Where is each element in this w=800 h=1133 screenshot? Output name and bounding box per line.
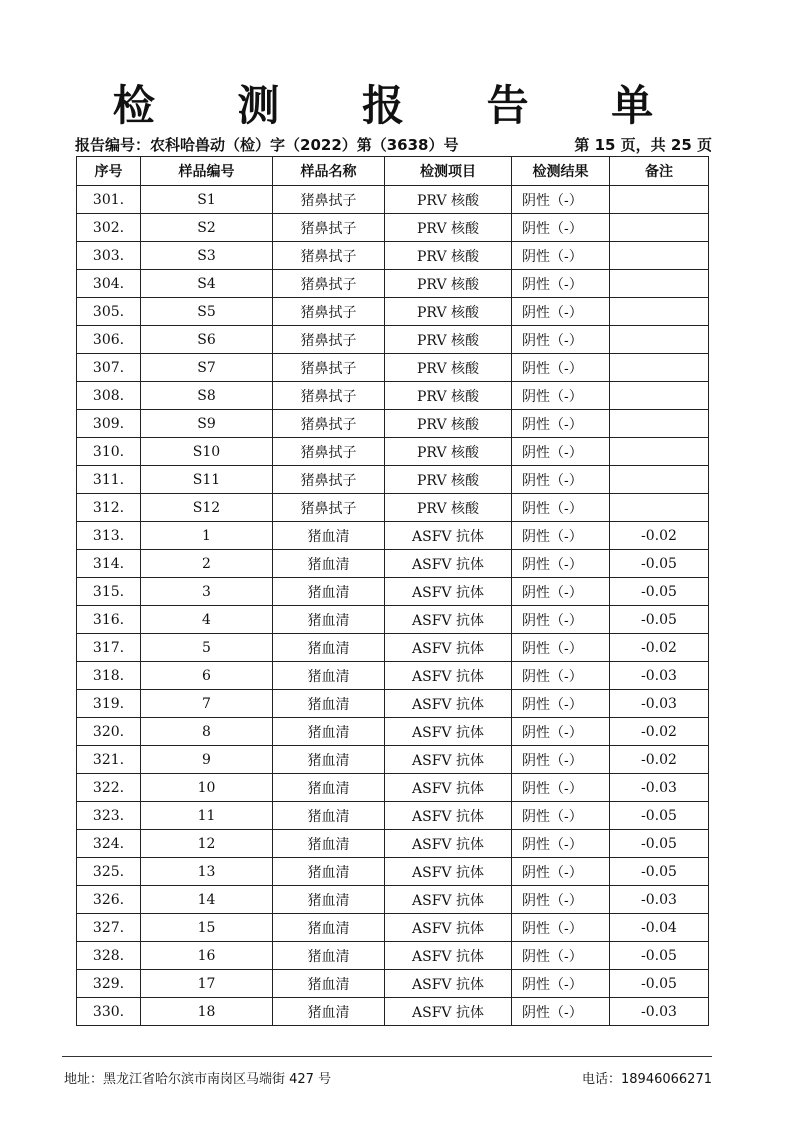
table-row [77, 690, 709, 718]
cell-sample-name: 猪鼻拭子 [273, 466, 385, 494]
cell-remark: -0.05 [610, 606, 709, 634]
cell-seq: 324. [77, 830, 141, 858]
cell-remark: -0.02 [610, 746, 709, 774]
cell-sample-id: S8 [141, 382, 273, 410]
header-seq: 序号 [77, 157, 141, 186]
cell-result: 阴性（-） [512, 326, 610, 354]
cell-test-item: PRV 核酸 [385, 186, 512, 214]
cell-seq: 310. [77, 438, 141, 466]
table-body [77, 186, 709, 1026]
cell-remark: -0.05 [610, 550, 709, 578]
cell-remark [610, 298, 709, 326]
cell-seq: 326. [77, 886, 141, 914]
table-row [77, 970, 709, 998]
cell-sample-name: 猪鼻拭子 [273, 242, 385, 270]
cell-test-item: ASFV 抗体 [385, 718, 512, 746]
cell-seq: 323. [77, 802, 141, 830]
cell-result: 阴性（-） [512, 774, 610, 802]
cell-sample-name: 猪血清 [273, 662, 385, 690]
cell-sample-name: 猪血清 [273, 858, 385, 886]
cell-sample-id: S3 [141, 242, 273, 270]
cell-result: 阴性（-） [512, 214, 610, 242]
cell-sample-name: 猪血清 [273, 606, 385, 634]
cell-sample-name: 猪鼻拭子 [273, 326, 385, 354]
cell-test-item: ASFV 抗体 [385, 662, 512, 690]
cell-remark: -0.05 [610, 858, 709, 886]
table-row [77, 662, 709, 690]
footer-address: 地址：黑龙江省哈尔滨市南岗区马端街 427 号 [64, 1072, 332, 1087]
cell-sample-name: 猪血清 [273, 914, 385, 942]
cell-seq: 314. [77, 550, 141, 578]
cell-sample-id: S6 [141, 326, 273, 354]
cell-sample-id: 16 [141, 942, 273, 970]
cell-sample-id: S7 [141, 354, 273, 382]
cell-seq: 307. [77, 354, 141, 382]
table-row [77, 886, 709, 914]
cell-result: 阴性（-） [512, 718, 610, 746]
cell-test-item: ASFV 抗体 [385, 886, 512, 914]
cell-sample-id: 17 [141, 970, 273, 998]
cell-test-item: PRV 核酸 [385, 410, 512, 438]
cell-test-item: PRV 核酸 [385, 270, 512, 298]
cell-sample-name: 猪血清 [273, 942, 385, 970]
cell-seq: 328. [77, 942, 141, 970]
header-sample-name: 样品名称 [273, 157, 385, 186]
cell-remark [610, 382, 709, 410]
cell-result: 阴性（-） [512, 186, 610, 214]
cell-remark: -0.03 [610, 690, 709, 718]
cell-sample-id: 14 [141, 886, 273, 914]
cell-test-item: PRV 核酸 [385, 214, 512, 242]
cell-remark [610, 186, 709, 214]
cell-test-item: ASFV 抗体 [385, 550, 512, 578]
cell-sample-name: 猪血清 [273, 718, 385, 746]
cell-seq: 313. [77, 522, 141, 550]
cell-remark: -0.05 [610, 942, 709, 970]
table-row [77, 354, 709, 382]
table-row [77, 634, 709, 662]
cell-result: 阴性（-） [512, 998, 610, 1026]
header-sample-id: 样品编号 [141, 157, 273, 186]
cell-remark [610, 494, 709, 522]
cell-seq: 311. [77, 466, 141, 494]
cell-sample-id: 11 [141, 802, 273, 830]
cell-result: 阴性（-） [512, 494, 610, 522]
cell-seq: 302. [77, 214, 141, 242]
cell-test-item: PRV 核酸 [385, 354, 512, 382]
cell-sample-id: 6 [141, 662, 273, 690]
cell-seq: 301. [77, 186, 141, 214]
table-row [77, 774, 709, 802]
cell-remark: -0.03 [610, 662, 709, 690]
cell-seq: 303. [77, 242, 141, 270]
cell-seq: 317. [77, 634, 141, 662]
table-row [77, 858, 709, 886]
cell-sample-id: S12 [141, 494, 273, 522]
cell-remark [610, 326, 709, 354]
cell-result: 阴性（-） [512, 242, 610, 270]
cell-remark [610, 214, 709, 242]
table-row [77, 410, 709, 438]
cell-sample-id: 18 [141, 998, 273, 1026]
cell-test-item: ASFV 抗体 [385, 970, 512, 998]
cell-test-item: ASFV 抗体 [385, 830, 512, 858]
cell-result: 阴性（-） [512, 410, 610, 438]
cell-sample-id: 8 [141, 718, 273, 746]
footer-divider [62, 1056, 712, 1057]
cell-seq: 305. [77, 298, 141, 326]
cell-sample-name: 猪血清 [273, 998, 385, 1026]
cell-test-item: PRV 核酸 [385, 298, 512, 326]
cell-result: 阴性（-） [512, 606, 610, 634]
cell-sample-id: S10 [141, 438, 273, 466]
results-table [76, 156, 709, 1026]
cell-remark: -0.05 [610, 578, 709, 606]
table-row [77, 522, 709, 550]
cell-sample-id: S11 [141, 466, 273, 494]
cell-seq: 325. [77, 858, 141, 886]
cell-seq: 318. [77, 662, 141, 690]
cell-result: 阴性（-） [512, 830, 610, 858]
cell-seq: 327. [77, 914, 141, 942]
table-row [77, 830, 709, 858]
document-title: 检 测 报 告 单 [112, 81, 688, 130]
cell-remark [610, 270, 709, 298]
table-header-row [77, 157, 709, 186]
cell-result: 阴性（-） [512, 690, 610, 718]
cell-test-item: ASFV 抗体 [385, 802, 512, 830]
cell-sample-name: 猪血清 [273, 690, 385, 718]
cell-test-item: ASFV 抗体 [385, 914, 512, 942]
cell-sample-name: 猪鼻拭子 [273, 438, 385, 466]
cell-seq: 321. [77, 746, 141, 774]
header-remark: 备注 [610, 157, 709, 186]
cell-seq: 304. [77, 270, 141, 298]
cell-test-item: ASFV 抗体 [385, 746, 512, 774]
cell-result: 阴性（-） [512, 466, 610, 494]
cell-test-item: ASFV 抗体 [385, 634, 512, 662]
table-row [77, 550, 709, 578]
cell-result: 阴性（-） [512, 634, 610, 662]
cell-result: 阴性（-） [512, 354, 610, 382]
table-row [77, 214, 709, 242]
cell-remark: -0.03 [610, 774, 709, 802]
cell-test-item: ASFV 抗体 [385, 998, 512, 1026]
table-row [77, 298, 709, 326]
table-row [77, 270, 709, 298]
cell-remark: -0.02 [610, 522, 709, 550]
cell-result: 阴性（-） [512, 746, 610, 774]
cell-seq: 319. [77, 690, 141, 718]
cell-sample-id: 13 [141, 858, 273, 886]
cell-seq: 309. [77, 410, 141, 438]
cell-test-item: PRV 核酸 [385, 382, 512, 410]
cell-test-item: ASFV 抗体 [385, 578, 512, 606]
cell-test-item: PRV 核酸 [385, 494, 512, 522]
cell-test-item: ASFV 抗体 [385, 606, 512, 634]
cell-remark: -0.02 [610, 634, 709, 662]
table-row [77, 382, 709, 410]
cell-result: 阴性（-） [512, 942, 610, 970]
footer-phone: 电话：18946066271 [582, 1072, 712, 1087]
cell-sample-name: 猪血清 [273, 970, 385, 998]
cell-test-item: PRV 核酸 [385, 466, 512, 494]
cell-remark [610, 466, 709, 494]
cell-sample-name: 猪血清 [273, 550, 385, 578]
cell-sample-id: 2 [141, 550, 273, 578]
cell-remark [610, 242, 709, 270]
cell-result: 阴性（-） [512, 662, 610, 690]
cell-sample-name: 猪鼻拭子 [273, 270, 385, 298]
cell-sample-id: 9 [141, 746, 273, 774]
cell-test-item: ASFV 抗体 [385, 690, 512, 718]
cell-sample-name: 猪血清 [273, 634, 385, 662]
cell-remark: -0.05 [610, 970, 709, 998]
cell-sample-name: 猪血清 [273, 830, 385, 858]
cell-sample-name: 猪血清 [273, 578, 385, 606]
cell-sample-id: 12 [141, 830, 273, 858]
cell-sample-id: 10 [141, 774, 273, 802]
cell-result: 阴性（-） [512, 970, 610, 998]
header-test-item: 检测项目 [385, 157, 512, 186]
cell-seq: 322. [77, 774, 141, 802]
cell-remark: -0.04 [610, 914, 709, 942]
table-row [77, 326, 709, 354]
cell-sample-name: 猪鼻拭子 [273, 494, 385, 522]
cell-sample-name: 猪血清 [273, 802, 385, 830]
cell-result: 阴性（-） [512, 914, 610, 942]
page-info: 第 15 页，共 25 页 [574, 136, 712, 154]
cell-result: 阴性（-） [512, 858, 610, 886]
cell-remark: -0.03 [610, 998, 709, 1026]
table-row [77, 914, 709, 942]
table-row [77, 494, 709, 522]
cell-seq: 312. [77, 494, 141, 522]
cell-seq: 320. [77, 718, 141, 746]
cell-remark [610, 410, 709, 438]
cell-test-item: PRV 核酸 [385, 326, 512, 354]
table-row [77, 578, 709, 606]
cell-test-item: PRV 核酸 [385, 242, 512, 270]
cell-remark [610, 354, 709, 382]
cell-result: 阴性（-） [512, 550, 610, 578]
cell-sample-name: 猪鼻拭子 [273, 214, 385, 242]
cell-seq: 315. [77, 578, 141, 606]
cell-test-item: PRV 核酸 [385, 438, 512, 466]
table-row [77, 438, 709, 466]
cell-sample-id: S2 [141, 214, 273, 242]
table-row [77, 746, 709, 774]
cell-remark: -0.05 [610, 802, 709, 830]
cell-result: 阴性（-） [512, 298, 610, 326]
table-row [77, 466, 709, 494]
cell-sample-id: 15 [141, 914, 273, 942]
cell-result: 阴性（-） [512, 802, 610, 830]
cell-sample-id: S1 [141, 186, 273, 214]
cell-sample-id: S5 [141, 298, 273, 326]
cell-result: 阴性（-） [512, 438, 610, 466]
cell-seq: 308. [77, 382, 141, 410]
cell-remark: -0.03 [610, 886, 709, 914]
cell-sample-id: 4 [141, 606, 273, 634]
table-row [77, 802, 709, 830]
cell-result: 阴性（-） [512, 270, 610, 298]
table-row [77, 718, 709, 746]
cell-result: 阴性（-） [512, 382, 610, 410]
cell-result: 阴性（-） [512, 522, 610, 550]
cell-sample-name: 猪鼻拭子 [273, 382, 385, 410]
cell-sample-name: 猪血清 [273, 774, 385, 802]
table-row [77, 606, 709, 634]
cell-result: 阴性（-） [512, 578, 610, 606]
table-row [77, 186, 709, 214]
cell-sample-name: 猪血清 [273, 746, 385, 774]
cell-test-item: ASFV 抗体 [385, 774, 512, 802]
table-row [77, 942, 709, 970]
table-row [77, 998, 709, 1026]
cell-test-item: ASFV 抗体 [385, 942, 512, 970]
cell-sample-name: 猪血清 [273, 522, 385, 550]
cell-sample-name: 猪血清 [273, 886, 385, 914]
report-number: 报告编号：农科哈兽动（检）字（2022）第（3638）号 [75, 136, 459, 154]
cell-sample-name: 猪鼻拭子 [273, 410, 385, 438]
cell-test-item: ASFV 抗体 [385, 522, 512, 550]
cell-seq: 329. [77, 970, 141, 998]
cell-sample-id: S4 [141, 270, 273, 298]
cell-sample-id: 3 [141, 578, 273, 606]
cell-remark [610, 438, 709, 466]
header-result: 检测结果 [512, 157, 610, 186]
table-row [77, 242, 709, 270]
cell-seq: 316. [77, 606, 141, 634]
cell-sample-id: 1 [141, 522, 273, 550]
cell-result: 阴性（-） [512, 886, 610, 914]
cell-sample-name: 猪鼻拭子 [273, 186, 385, 214]
cell-seq: 306. [77, 326, 141, 354]
cell-sample-id: S9 [141, 410, 273, 438]
cell-seq: 330. [77, 998, 141, 1026]
cell-sample-name: 猪鼻拭子 [273, 354, 385, 382]
cell-sample-id: 5 [141, 634, 273, 662]
cell-sample-name: 猪鼻拭子 [273, 298, 385, 326]
cell-test-item: ASFV 抗体 [385, 858, 512, 886]
cell-remark: -0.02 [610, 718, 709, 746]
cell-sample-id: 7 [141, 690, 273, 718]
cell-remark: -0.05 [610, 830, 709, 858]
